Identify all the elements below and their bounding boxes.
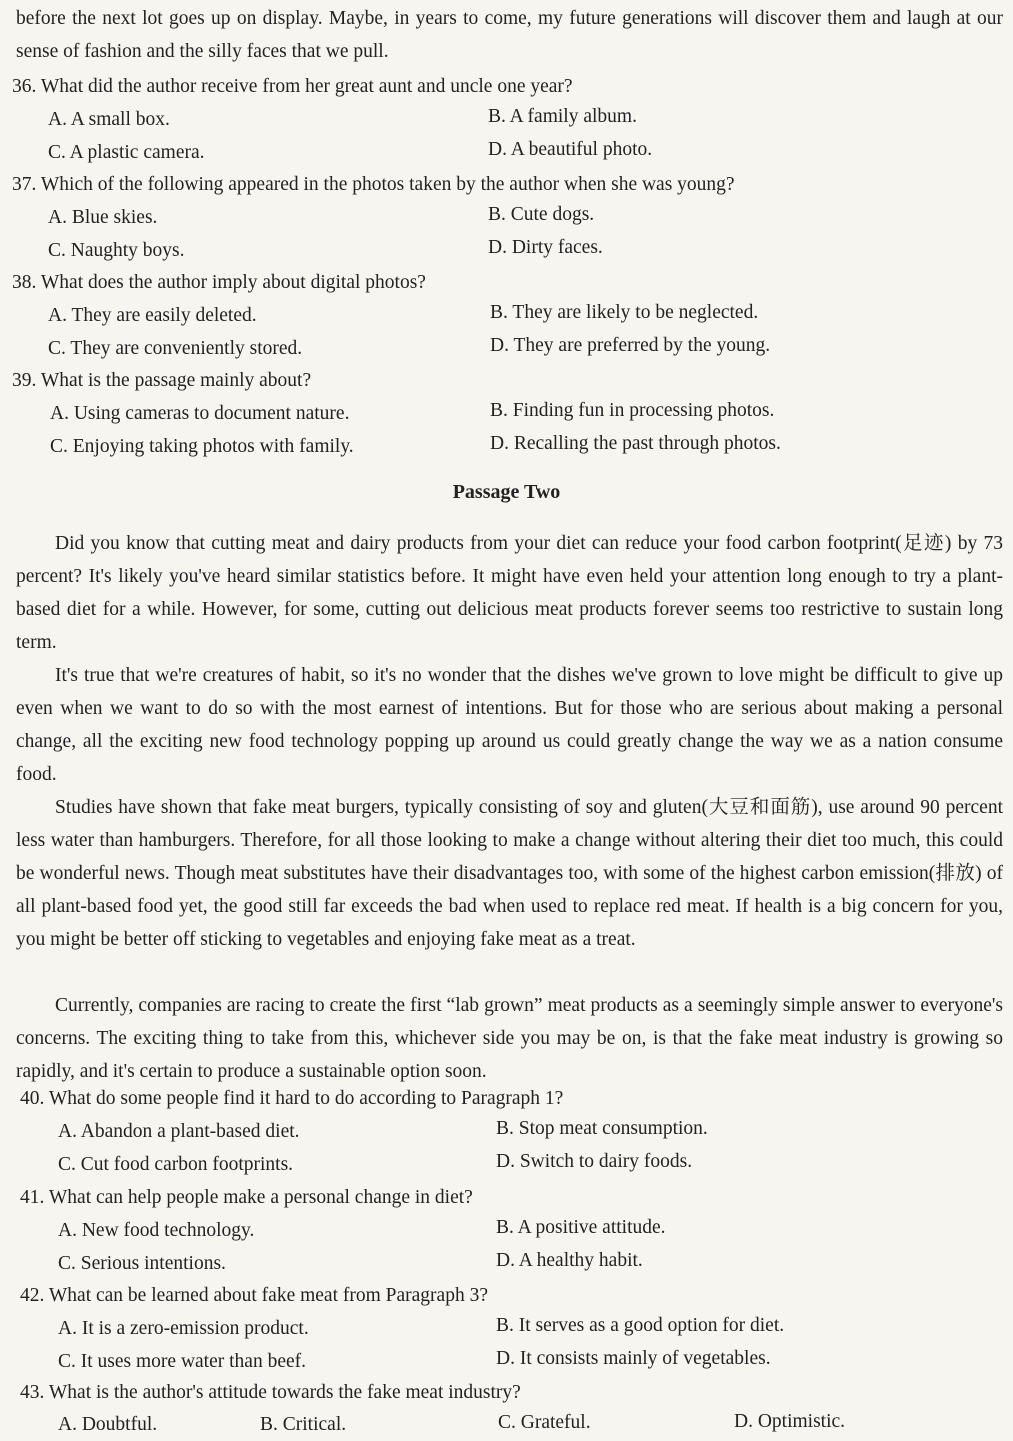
question-38-option-b: B. They are likely to be neglected. [490, 302, 759, 323]
question-39-option-b: B. Finding fun in processing photos. [490, 400, 775, 421]
question-42-option-d: D. It consists mainly of vegetables. [496, 1348, 771, 1369]
question-38-option-c: C. They are conveniently stored. [48, 338, 303, 359]
passage-paragraph-1: Did you know that cutting meat and dairy products from your diet can reduce your food carbon footprint(足迹) by 73 percent? It's likely you've heard similar statistics before. It might have even held your attention long enough to try a plant-based diet for a while. However, for some, cutting out delicious meat products forever seems too restrictive to sustain long term. [16, 533, 1003, 653]
question-43-option-c: C. Grateful. [498, 1412, 591, 1433]
question-38-option-a: A. They are easily deleted. [48, 305, 257, 326]
question-40-option-a: A. Abandon a plant-based diet. [58, 1121, 300, 1142]
question-41-option-d: D. A healthy habit. [496, 1250, 643, 1271]
question-39-stem: 39. What is the passage mainly about? [12, 370, 312, 391]
question-42-stem: 42. What can be learned about fake meat from Paragraph 3? [20, 1285, 488, 1306]
question-40-option-d: D. Switch to dairy foods. [496, 1151, 693, 1172]
question-43-option-d: D. Optimistic. [734, 1411, 846, 1432]
question-42-option-a: A. It is a zero-emission product. [58, 1318, 309, 1339]
question-40-option-c: C. Cut food carbon footprints. [58, 1154, 294, 1175]
question-36-option-b: B. A family album. [488, 106, 637, 127]
passage-paragraph-3: Studies have shown that fake meat burgers, typically consisting of soy and gluten(大豆和面筋), use around 90 percent less water than hamburgers. Therefore, for all those looking to make a change without altering their diet too much, this could be wonderful news. Though meat substitutes have their disadvantages too, with some of the highest carbon emission(排放) of all plant-based food yet, the good still far exceeds the bad when used to replace red meat. If health is a big concern for you, you might be better off sticking to vegetables and enjoying fake meat as a treat. [16, 797, 1003, 950]
question-43-option-b: B. Critical. [260, 1414, 347, 1435]
question-41-option-c: C. Serious intentions. [58, 1253, 226, 1274]
question-41-stem: 41. What can help people make a personal change in diet? [20, 1187, 473, 1208]
question-37-stem: 37. Which of the following appeared in the photos taken by the author when she was young? [12, 174, 735, 195]
question-43-option-a: A. Doubtful. [58, 1414, 158, 1435]
question-37-option-b: B. Cute dogs. [488, 204, 595, 225]
question-36-option-a: A. A small box. [48, 109, 170, 130]
intro-paragraph: before the next lot goes up on display. Maybe, in years to come, my future generations will discover them and laugh at our sense of fashion and the silly faces that we pull. [16, 8, 1003, 62]
question-42-option-c: C. It uses more water than beef. [58, 1351, 306, 1372]
question-36-option-c: C. A plastic camera. [48, 142, 205, 163]
question-37-option-a: A. Blue skies. [48, 207, 158, 228]
question-36-stem: 36. What did the author receive from her great aunt and uncle one year? [12, 76, 573, 97]
question-39-option-d: D. Recalling the past through photos. [490, 433, 781, 454]
question-38-option-d: D. They are preferred by the young. [490, 335, 771, 356]
question-38-stem: 38. What does the author imply about digital photos? [12, 272, 426, 293]
passage-paragraph-2: It's true that we're creatures of habit, so it's no wonder that the dishes we've grown to love might be difficult to give up even when we want to do so with the most earnest of intentions. But for those who are serious about making a personal change, all the exciting new food technology popping up around us could greatly change the way we as a nation consume food. [16, 665, 1003, 785]
question-40-stem: 40. What do some people find it hard to do according to Paragraph 1? [20, 1088, 564, 1109]
passage-paragraph-4: Currently, companies are racing to create the first “lab grown” meat products as a seemingly simple answer to everyone's concerns. The exciting thing to take from this, whichever side you may be on, is that the fake meat industry is growing so rapidly, and it's certain to produce a sustainable option soon. [16, 995, 1003, 1082]
question-39-option-a: A. Using cameras to document nature. [50, 403, 350, 424]
question-39-option-c: C. Enjoying taking photos with family. [50, 436, 354, 457]
passage-title: Passage Two [452, 481, 561, 503]
question-42-option-b: B. It serves as a good option for diet. [496, 1315, 785, 1336]
question-40-option-b: B. Stop meat consumption. [496, 1118, 708, 1139]
question-37-option-d: D. Dirty faces. [488, 237, 603, 258]
question-41-option-b: B. A positive attitude. [496, 1217, 666, 1238]
question-37-option-c: C. Naughty boys. [48, 240, 185, 261]
question-36-option-d: D. A beautiful photo. [488, 139, 653, 160]
question-41-option-a: A. New food technology. [58, 1220, 255, 1241]
question-43-stem: 43. What is the author's attitude towards the fake meat industry? [20, 1382, 521, 1403]
